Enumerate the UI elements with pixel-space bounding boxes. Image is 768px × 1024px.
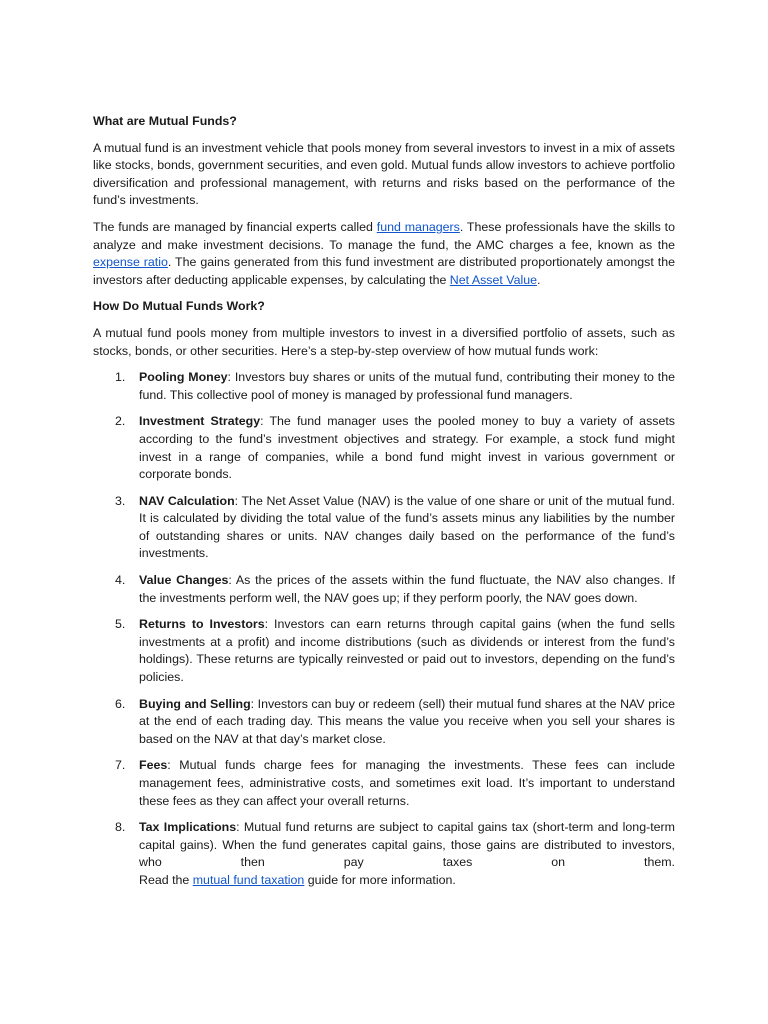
item-text: : Investors buy shares or units of the mutual fund, contributing their money to the fund. This collective pool of money is managed by professional fund managers. (139, 370, 676, 402)
text-run: . These professionals have the skills to analyze and make investment decisions. To manage the fund, the AMC charges a fee, known as the (93, 219, 675, 252)
item-body (139, 819, 675, 872)
document-page (93, 113, 675, 899)
list-item (93, 493, 675, 563)
link-fund-managers[interactable]: fund managers (376, 219, 460, 234)
item-text: : Investors can earn returns through capital gains (when the fund sells investments at a profit) and income distributions (such as dividends or interest from the fund’s holdings). These returns are typically reinvested or paid out to investors, depending on the fund’s policies. (139, 617, 675, 685)
item-number: 6. (115, 696, 126, 711)
item-text: : As the prices of the assets within the fund fluctuate, the NAV also changes. If the investments perform well, the NAV goes up; if they perform poorly, the NAV goes down. (139, 573, 675, 605)
link-net-asset-value[interactable]: Net Asset Value (449, 272, 538, 287)
text-run: . The gains generated from this fund investment are distributed proportionately amongst the investors after deducting applicable expenses, by calculating the (93, 255, 675, 287)
list-item (93, 572, 675, 607)
heading-what-are-mutual-funds: What are Mutual Funds? (93, 114, 237, 128)
list-item (93, 616, 675, 686)
item-number: 2. (115, 414, 126, 429)
paragraph-fund-managers (93, 219, 675, 289)
item-number: 3. (115, 493, 126, 508)
item-number: 8. (115, 820, 126, 835)
item-term: NAV Calculation (139, 493, 235, 508)
item-text: : Mutual fund returns are subject to capital gains tax (short-term and long-term capital gains). When the fund generates capital gains, those gains are distributed to investors, who then pay taxes on them. (139, 820, 675, 870)
list-item (93, 696, 675, 749)
text-run: . (537, 272, 541, 287)
text-run: The funds are managed by financial experts called (93, 219, 377, 234)
steps-list (93, 369, 675, 889)
item-number: 4. (115, 573, 126, 588)
heading-how-mutual-funds-work: How Do Mutual Funds Work? (93, 299, 265, 314)
list-item (93, 819, 675, 889)
text-run: guide for more information. (304, 872, 456, 887)
item-term: Fees (139, 758, 168, 773)
item-text: : The Net Asset Value (NAV) is the value of one share or unit of the mutual fund. It is calculated by dividing the total value of the fund’s assets minus any liabilities by the number of outstanding shares or units. NAV changes daily based on the performance of the fund’s investments. (139, 493, 675, 561)
paragraph-definition: A mutual fund is an investment vehicle that pools money from several investors to invest in a mix of assets like stocks, bonds, government securities, and even gold. Mutual funds allow investors to achieve portfolio diversification and professional management, with returns and risks based on the performance of the fund’s investments. (93, 140, 675, 208)
item-number: 5. (115, 617, 126, 632)
item-text: : The fund manager uses the pooled money to buy a variety of assets according to the fund’s investment objectives and strategy. For example, a stock fund might invest in a range of companies, while a bond fund might invest in various government or corporate bonds. (139, 414, 675, 482)
paragraph-intro: A mutual fund pools money from multiple investors to invest in a diversified portfolio of assets, such as stocks, bonds, or other securities. Here’s a step-by-step overview of how mutual funds work: (93, 325, 675, 358)
link-expense-ratio[interactable]: expense ratio (93, 255, 168, 270)
item-term: Tax Implications (139, 820, 237, 835)
text-run: Read the (139, 872, 193, 887)
item-text: : Mutual funds charge fees for managing the investments. These fees can include management fees, administrative costs, and sometimes exit load. It’s important to understand these fees as they can affect your overall returns. (139, 758, 675, 808)
list-item (93, 369, 675, 404)
item-number: 1. (115, 370, 126, 385)
item-term: Investment Strategy (139, 414, 261, 429)
item-number: 7. (115, 758, 126, 773)
list-item (93, 757, 675, 810)
item-text: : Investors can buy or redeem (sell) their mutual fund shares at the NAV price at the end of each trading day. This means the value you receive when you sell your shares is based on the NAV at that day’s market close. (139, 696, 675, 746)
item-term: Returns to Investors (139, 617, 265, 632)
read-more-line (139, 872, 675, 890)
item-term: Pooling Money (139, 370, 228, 385)
list-item (93, 413, 675, 483)
link-mutual-fund-taxation[interactable]: mutual fund taxation (192, 872, 305, 887)
item-term: Buying and Selling (139, 696, 251, 711)
item-term: Value Changes (139, 573, 229, 588)
